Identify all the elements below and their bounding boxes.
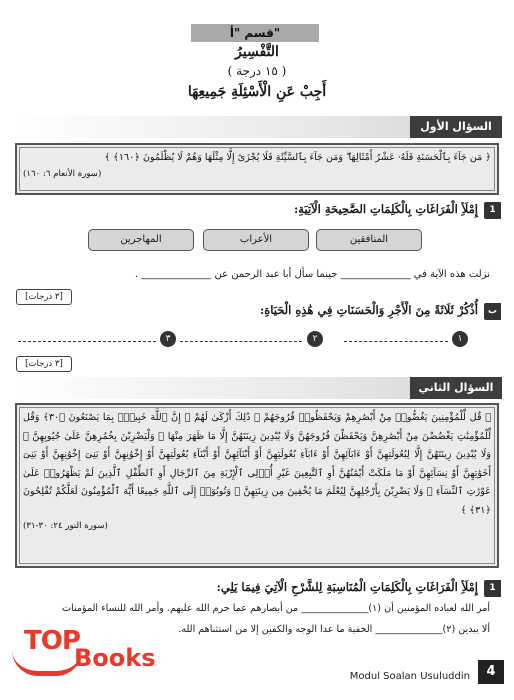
fill-line-2a-1: أمر الله لعباده المؤمنين أن (١)______________ من أبصارهم عما حرم الله عليهم. وأمر الله للنساء المؤمنات <box>62 603 490 614</box>
score-text: ( ١٥ درجة ) <box>227 64 287 78</box>
answer-line-1[interactable] <box>344 341 448 342</box>
ayah-box-2 <box>15 403 499 568</box>
item-number-1a: 1 <box>484 202 501 219</box>
subject-title: التَّفْسِيرُ <box>235 44 279 60</box>
choice-word-2: الأعراب <box>203 229 309 251</box>
question-1-bar <box>12 116 502 138</box>
instruction-1a: إِمْلَأِ الْفَرَاغَاتِ بِالْكَلِمَاتِ الصَّحِيحَةِ الْآتِيَةِ: <box>294 202 478 216</box>
fill-line-2a-2: ألا يبدين (٢)______________ الخفية ما عدا الوجه والكفين إلا من استثناهم الله. <box>178 624 490 635</box>
ayah-reference-1: (سورة الأنعام ٦: ١٦٠) <box>23 168 102 179</box>
ayah-text-2: ﴿ قُل لِّلْمُؤْمِنِينَ يَغُضُّوا۟ مِنْ أَبْصَٰرِهِمْ وَيَحْفَظُوا۟ فُرُوجَهُمْ ۚ ذَٰلِكَ أَزْكَىٰ لَهُمْ ۗ إِنَّ ٱللَّهَ خَبِيرٌۢ بِمَا يَصْنَعُونَ ﴿٣٠﴾ وَقُل لِّلْمُؤْمِنَٰتِ يَغْضُضْنَ مِنْ أَبْصَٰرِهِنَّ وَيَحْفَظْنَ فُرُوجَهُنَّ وَلَا يُبْدِينَ زِينَتَهُنَّ إِلَّا مَا ظَهَرَ مِنْهَا ۖ وَلْيَضْرِبْنَ بِخُمُرِهِنَّ عَلَىٰ جُيُوبِهِنَّ ۖ وَلَا يُبْدِينَ زِينَتَهُنَّ إِلَّا لِبُعُولَتِهِنَّ أَوْ ءَابَآئِهِنَّ أَوْ ءَابَآءِ بُعُولَتِهِنَّ أَوْ أَبْنَآئِهِنَّ أَوْ أَبْنَآءِ بُعُولَتِهِنَّ أَوْ إِخْوَٰنِهِنَّ أَوْ بَنِىٓ إِخْوَٰنِهِنَّ أَوْ بَنِىٓ أَخَوَٰتِهِنَّ أَوْ نِسَآئِهِنَّ أَوْ مَا مَلَكَتْ أَيْمَٰنُهُنَّ أَوِ ٱلتَّٰبِعِينَ غَيْرِ أُو۟لِى ٱلْإِرْبَةِ مِنَ ٱلرِّجَالِ أَوِ ٱلطِّفْلِ ٱلَّذِينَ لَمْ يَظْهَرُوا۟ عَلَىٰ عَوْرَٰتِ ٱلنِّسَآءِ ۖ وَلَا يَضْرِبْنَ بِأَرْجُلِهِنَّ لِيُعْلَمَ مَا يُخْفِينَ مِن زِينَتِهِنَّ ۚ وَتُوبُوٓا۟ إِلَى ٱللَّهِ جَمِيعًا أَيُّهَ ٱلْمُؤْمِنُونَ لَعَلَّكُمْ تُفْلِحُونَ ﴿٣١﴾ ﴾ <box>23 412 492 516</box>
logo-top-text: TOP <box>24 626 80 656</box>
question-2-bar <box>12 377 502 399</box>
fill-sentence-1a: نزلت هذه الآية في ______________ حينما سأل أبا عبد الرحمن عن ______________ . <box>134 269 490 280</box>
instruction-1b: أُذْكُرْ ثَلَاثَةً مِنَ الْأَجْرِ وَالْحَسَنَاتِ فِي هَٰذِهِ الْحَيَاةِ: <box>259 303 478 317</box>
choice-word-3: المهاجرين <box>88 229 194 251</box>
choice-word-1: المنافقين <box>316 229 422 251</box>
marks-1a: [٣ درجات] <box>16 289 72 305</box>
ayah-box-1 <box>15 143 499 195</box>
answer-line-3[interactable] <box>18 341 156 342</box>
question-1-label: السؤال الأول <box>410 116 502 138</box>
ayah-text-1: ﴿ مَن جَآءَ بِٱلْحَسَنَةِ فَلَهُۥ عَشْرُ أَمْثَالِهَا ۖ وَمَن جَآءَ بِٱلسَّيِّئَةِ فَلَا يُجْزَىٰٓ إِلَّا مِثْلَهَا وَهُمْ لَا يُظْلَمُونَ ﴿١٦٠﴾ ﴾ <box>104 152 491 163</box>
question-2-label: السؤال الثاني <box>410 377 502 399</box>
logo-books-text: Books <box>74 644 156 672</box>
footer-title: Modul Soalan Usuluddin <box>349 671 470 682</box>
answer-number-3: ٣ <box>160 331 176 347</box>
section-tag: قسم "أ" <box>191 24 319 42</box>
page-number: 4 <box>478 660 504 684</box>
answer-number-1: ١ <box>452 331 468 347</box>
topbooks-logo <box>10 626 156 682</box>
answer-number-2: ٢ <box>307 331 323 347</box>
item-letter-1b: ب <box>484 303 501 320</box>
marks-1b: [٣ درجات] <box>16 356 72 372</box>
instruction-2a: إِمْلَأِ الْفَرَاغَاتِ بِالْكَلِمَاتِ الْمُنَاسِبَةِ لِلشَّرْحِ الْآتِيَ فِيمَا يَلِي: <box>216 580 478 594</box>
item-number-2a: 1 <box>484 580 501 597</box>
answer-line-2[interactable] <box>180 341 302 342</box>
ayah-reference-2: (سورة النور ٢٤: ٣٠-٣١) <box>23 521 108 531</box>
answer-instruction: أَجِبْ عَنِ الْأَسْئِلَةِ جَمِيعِهَا <box>187 84 327 100</box>
